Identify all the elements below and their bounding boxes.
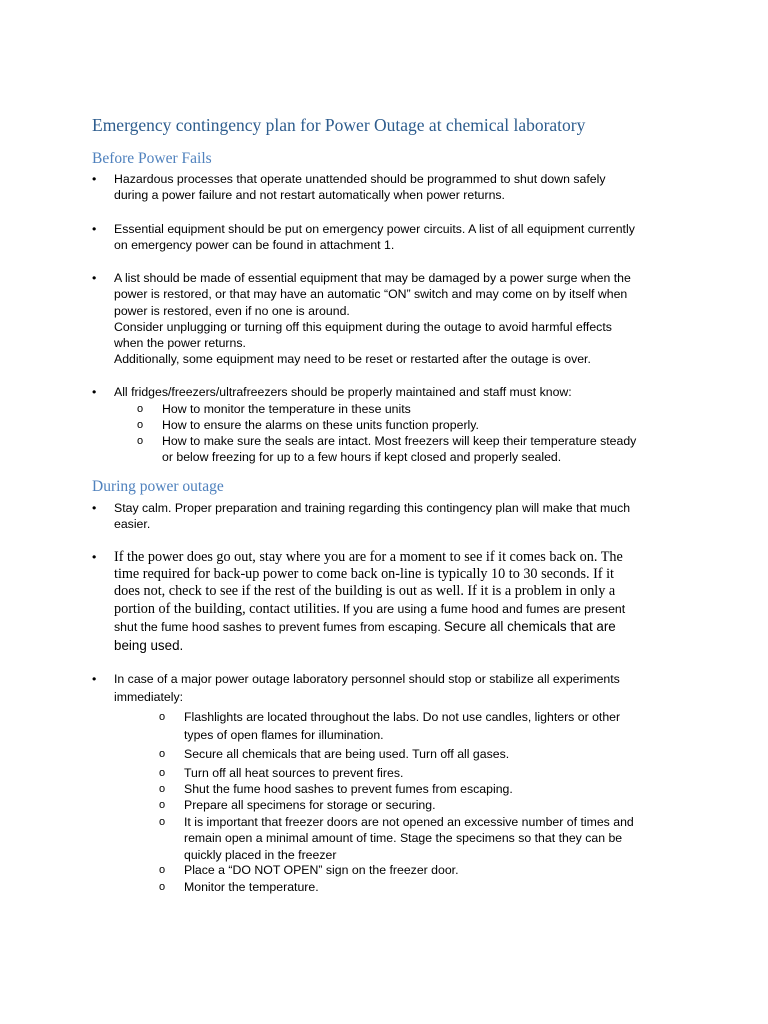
sub-list-item <box>159 862 699 878</box>
list-item <box>92 221 692 254</box>
list-item-text: time required for back-up power to come back on-line is typically 10 to 30 seconds. If it <box>114 566 614 583</box>
list-item <box>92 171 692 204</box>
list-item-text: Additionally, some equipment may need to be reset or restarted after the outage is over. <box>114 352 591 367</box>
sub-list-item-text: quickly placed in the freezer <box>184 847 337 862</box>
list-item-text: Secure all chemicals that are <box>443 618 616 634</box>
list-item-text: easier. <box>114 517 151 532</box>
sub-bullet: o <box>137 403 144 415</box>
list-item-text: Consider unplugging or turning off this equipment during the outage to avoid harmful effects <box>114 319 612 334</box>
sub-bullet: o <box>159 881 166 893</box>
sub-list-item-text: Turn off all heat sources to prevent fires. <box>184 766 404 780</box>
sub-bullet: o <box>159 767 166 779</box>
sub-list-item <box>159 814 699 863</box>
list-item-text: In case of a major power outage laboratory personnel should stop or stabilize all experiments <box>114 672 620 686</box>
list-item <box>92 500 692 533</box>
sub-list-item-text: or below freezing for up to a few hours if kept closed and properly sealed. <box>162 450 562 465</box>
sub-list-item-text: How to ensure the alarms on these units function properly. <box>162 418 479 432</box>
list-item-text: immediately: <box>114 689 184 704</box>
sub-list-item-text: Monitor the temperature. <box>184 880 319 894</box>
bullet: • <box>92 672 97 686</box>
sub-list-item <box>137 433 677 466</box>
list-item-text: All fridges/freezers/ultrafreezers should be properly maintained and staff must know: <box>114 385 572 399</box>
sub-list-item-text: How to monitor the temperature in these units <box>162 402 411 416</box>
list-item-text: Hazardous processes that operate unattended should be programmed to shut down safely <box>114 172 606 186</box>
sub-list-item-text: How to make sure the seals are intact. Most freezers will keep their temperature steady <box>162 434 637 448</box>
list-item-text: Essential equipment should be put on emergency power circuits. A list of all equipment currently <box>114 222 635 236</box>
sub-list-item <box>137 401 677 417</box>
sub-list-item <box>137 417 677 433</box>
list-item-text: when the power returns. <box>114 336 246 351</box>
list-item <box>92 270 692 368</box>
section-heading-before-power-fails: Before Power Fails <box>92 150 212 167</box>
sub-list-item <box>159 765 699 781</box>
sub-bullet: o <box>159 799 166 811</box>
sub-bullet: o <box>137 435 144 447</box>
list-item-text: If the power does go out, stay where you are for a moment to see if it comes back on. The <box>114 549 623 565</box>
bullet: • <box>92 172 97 186</box>
sub-list-item <box>159 797 699 813</box>
section-heading-during-power-outage: During power outage <box>92 478 224 495</box>
sub-bullet: o <box>137 419 144 431</box>
sub-list-item-text: Flashlights are located throughout the labs. Do not use candles, lighters or other <box>184 710 621 724</box>
bullet: • <box>92 550 97 564</box>
list-item-text: portion of the building, contact utilities. <box>114 600 340 617</box>
sub-bullet: o <box>159 816 166 828</box>
list-item-text: being used. <box>114 637 184 653</box>
bullet: • <box>92 222 97 236</box>
sub-list-item-text: remain open a minimal amount of time. Stage the specimens so that they can be <box>184 831 623 846</box>
sub-list-item-text: Place a “DO NOT OPEN” sign on the freezer door. <box>184 863 459 877</box>
sub-list-item <box>159 708 699 744</box>
list-item-text: shut the fume hood sashes to prevent fumes from escaping. <box>114 619 441 634</box>
list-item <box>92 384 692 400</box>
sub-bullet: o <box>159 748 166 760</box>
list-item-text: does not, check to see if the rest of the building is out as well. If it is a problem in only a <box>114 583 616 600</box>
bullet: • <box>92 271 97 285</box>
sub-list-item <box>159 879 699 895</box>
document-title: Emergency contingency plan for Power Outage at chemical laboratory <box>92 115 586 135</box>
list-item-text: during a power failure and not restart automatically when power returns. <box>114 188 505 203</box>
sub-list-item-text: Shut the fume hood sashes to prevent fumes from escaping. <box>184 782 513 796</box>
sub-bullet: o <box>159 864 166 876</box>
list-item-text: Stay calm. Proper preparation and training regarding this contingency plan will make that much <box>114 501 631 515</box>
list-item-text: If you are using a fume hood and fumes are present <box>342 601 626 616</box>
sub-list-item-text: It is important that freezer doors are not opened an excessive number of times and <box>184 815 634 829</box>
list-item-text: power is restored, even if no one is around. <box>114 303 350 318</box>
sub-bullet: o <box>159 783 166 795</box>
list-item-text: A list should be made of essential equipment that may be damaged by a power surge when the <box>114 271 631 285</box>
list-item-text: on emergency power can be found in attachment 1. <box>114 238 395 253</box>
sub-list-item-text: Prepare all specimens for storage or securing. <box>184 798 436 812</box>
sub-list-item <box>159 781 699 797</box>
list-item <box>92 549 692 655</box>
sub-list-item-text: types of open flames for illumination. <box>184 728 384 742</box>
bullet: • <box>92 385 97 399</box>
list-item <box>92 671 692 706</box>
sub-list-item <box>159 746 699 762</box>
sub-list-item-text: Secure all chemicals that are being used. Turn off all gases. <box>184 747 510 761</box>
list-item-text: power is restored, or that may have an automatic “ON” switch and may come on by itself when <box>114 287 628 302</box>
bullet: • <box>92 501 97 515</box>
sub-bullet: o <box>159 711 166 723</box>
